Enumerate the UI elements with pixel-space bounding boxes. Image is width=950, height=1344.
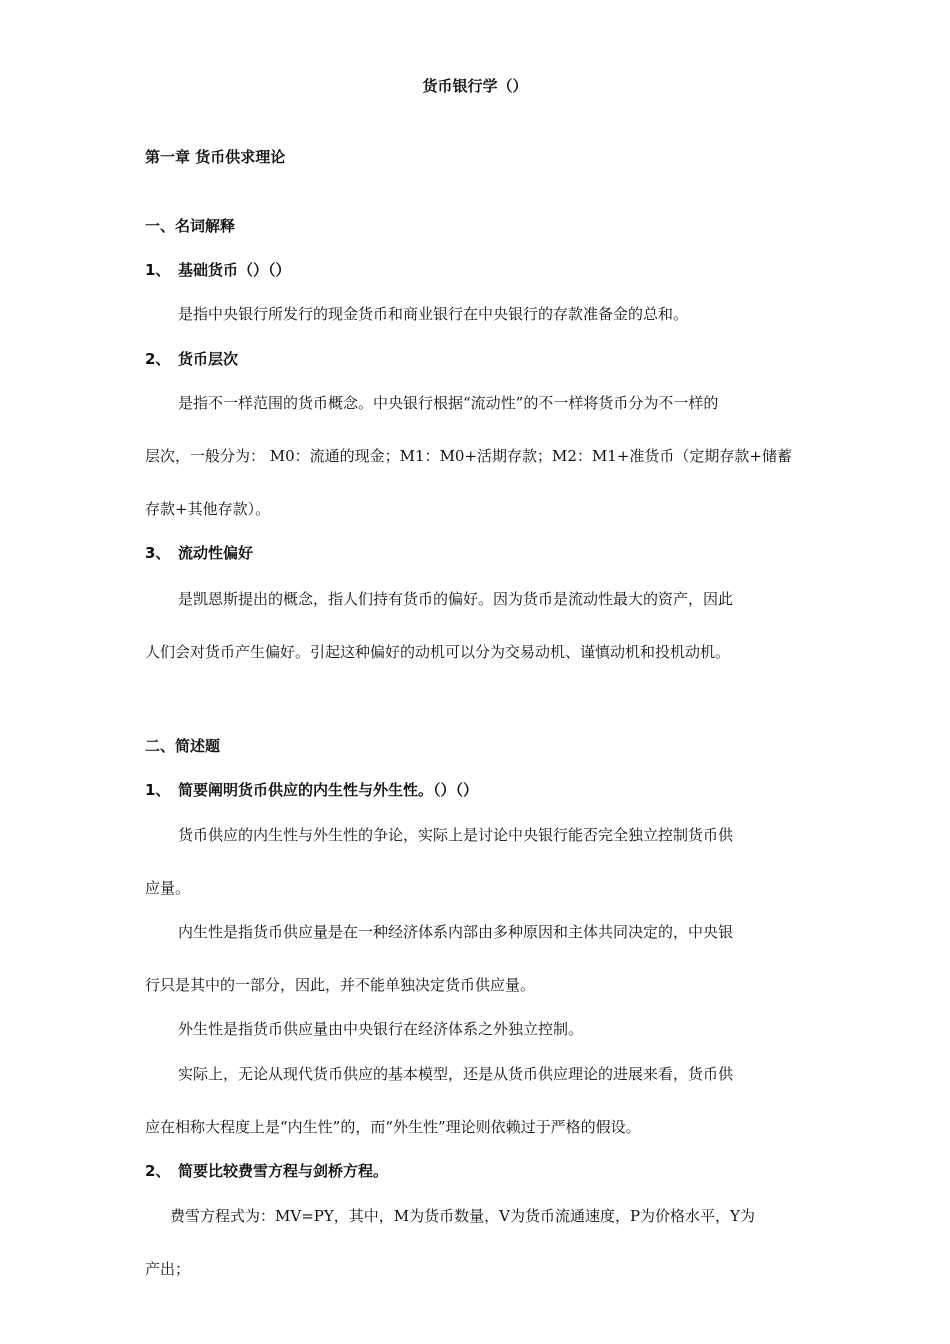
- question-number: 1、: [145, 781, 171, 799]
- paragraph-line: 应量。: [145, 879, 191, 897]
- paragraph-line: 行只是其中的一部分，因此，并不能单独决定货币供应量。: [145, 976, 536, 994]
- question-number: 2、: [145, 1162, 171, 1180]
- question-title: 简要比较费雪方程与剑桥方程。: [178, 1162, 389, 1180]
- term-number: 1、: [145, 261, 171, 279]
- question-title: 简要阐明货币供应的内生性与外生性。（）（）: [178, 781, 479, 799]
- paragraph-line: 外生性是指货币供应量由中央银行在经济体系之外独立控制。: [178, 1020, 584, 1038]
- paragraph-line: 人们会对货币产生偏好。引起这种偏好的动机可以分为交易动机、谨慎动机和投机动机。: [145, 643, 731, 661]
- paragraph-line: 是指中央银行所发行的现金货币和商业银行在中央银行的存款准备金的总和。: [178, 305, 689, 323]
- paragraph-line: 货币供应的内生性与外生性的争论，实际上是讨论中央银行能否完全独立控制货币供: [178, 826, 734, 844]
- paragraph-line: 应在相称大程度上是“内生性”的，而“外生性”理论则依赖过于严格的假设。: [145, 1118, 641, 1136]
- chapter-heading: 第一章 货币供求理论: [145, 148, 286, 166]
- term-title: 基础货币（）（）: [178, 261, 291, 279]
- term-number: 2、: [145, 350, 171, 368]
- document-title: 货币银行学（）: [422, 77, 528, 95]
- paragraph-line: 层次，一般分为： M0：流通的现金；M1：M0+活期存款；M2：M1+准货币（定期存款+储蓄: [145, 447, 792, 465]
- paragraph-line: 是指不一样范围的货币概念。中央银行根据“流动性”的不一样将货币分为不一样的: [178, 394, 719, 412]
- term-title: 流动性偏好: [178, 544, 254, 562]
- section-heading-definitions: 一、名词解释: [145, 217, 236, 235]
- paragraph-line: 存款+其他存款）。: [145, 500, 271, 518]
- paragraph-line: 内生性是指货币供应量是在一种经济体系内部由多种原因和主体共同决定的，中央银: [178, 923, 734, 941]
- term-title: 货币层次: [178, 350, 239, 368]
- paragraph-line: 实际上，无论从现代货币供应的基本模型，还是从货币供应理论的进展来看，货币供: [178, 1065, 734, 1083]
- section-heading-short-answer: 二、简述题: [145, 737, 221, 755]
- paragraph-line: 是凯恩斯提出的概念，指人们持有货币的偏好。因为货币是流动性最大的资产，因此: [178, 590, 734, 608]
- paragraph-line: 产出；: [145, 1260, 191, 1278]
- term-number: 3、: [145, 544, 171, 562]
- paragraph-line: 费雪方程式为：MV=PY，其中，M为货币数量，V为货币流通速度，P为价格水平，Y为: [170, 1207, 755, 1225]
